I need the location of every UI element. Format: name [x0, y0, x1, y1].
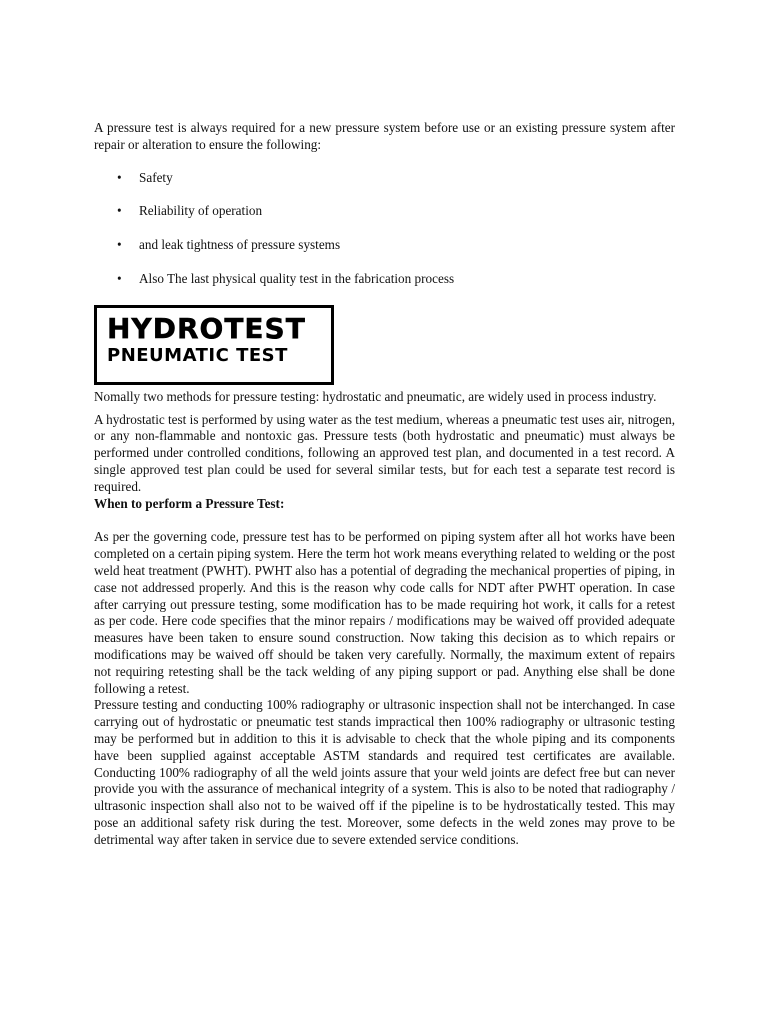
- banner-title: HYDROTEST: [107, 311, 306, 345]
- list-item-text: Safety: [139, 169, 173, 185]
- list-item: [94, 170, 675, 187]
- section-heading: When to perform a Pressure Test:: [94, 495, 285, 511]
- intro-paragraph: A pressure test is always required for a new pressure system before use or an existing pressure system after repair or alteration to ensure the following:: [94, 120, 675, 152]
- bullet-icon: •: [117, 169, 122, 185]
- methods-paragraph: Nomally two methods for pressure testing: hydrostatic and pneumatic, are widely used in process industry.: [94, 388, 657, 404]
- list-item: [94, 203, 675, 220]
- hydrotest-banner: [94, 305, 334, 385]
- list-item-text: and leak tightness of pressure systems: [139, 237, 341, 253]
- governing-code-paragraph: As per the governing code, pressure test has to be performed on piping system after all hot works have been completed on a certain piping system. Here the term hot work means everything related to welding or the post weld heat treatment (PWHT). PWHT also has a potential of degrading the mechanical properties of piping, in case not addressed properly. And this is the reason why code calls for NDT after PWHT operation. In case after carrying out pressure testing, some modification has to be made requiring hot work, it calls for a retest as per code. Here code specifies that the minor repairs / modifications may be waived off provided adequate measures have been taken to ensure sound construction. Now taking this decision as to which repairs or modifications may be waived off should be taken very carefully. Normally, the maximum extent of repairs not requiring retesting shall be the tack welding of any piping support or pad. Anything else shall be done following a retest.: [94, 529, 675, 696]
- bullet-icon: •: [117, 237, 122, 253]
- document-page: [94, 120, 675, 849]
- requirements-list: [94, 170, 675, 288]
- banner-subtitle: PNEUMATIC TEST: [107, 344, 288, 366]
- radiography-paragraph: Pressure testing and conducting 100% radiography or ultrasonic inspection shall not be interchanged. In case carrying out of hydrostatic or pneumatic test stands impractical then 100% radiography or ultrasonic testing may be performed but in addition to this it is advisable to check that the whole piping and its components have been supplied against acceptable ASTM standards and required test certificates are available. Conducting 100% radiography of all the weld joints assure that your weld joints are defect free but can never provide you with the assurance of mechanical integrity of a system. This is also to be noted that radiography / ultrasonic inspection shall also not to be waived off if the pipeline is to be hydrostatically tested. This may pose an additional safety risk during the test. Moreover, some defects in the weld zones may prove to be detrimental way after taken in service due to severe extended service conditions.: [94, 697, 675, 847]
- bullet-icon: •: [117, 203, 122, 219]
- hydrostatic-paragraph: A hydrostatic test is performed by using water as the test medium, whereas a pneumatic test uses air, nitrogen, or any non-flammable and nontoxic gas. Pressure tests (both hydrostatic and pneumatic) must always be performed under controlled conditions, following an approved test plan, and documented in a test record. A single approved test plan could be used for several similar tests, but for each test a separate test record is required.: [94, 411, 675, 494]
- list-item-text: Reliability of operation: [139, 203, 263, 219]
- list-item: [94, 271, 675, 288]
- bullet-icon: •: [117, 270, 122, 286]
- list-item-text: Also The last physical quality test in the fabrication process: [139, 270, 455, 286]
- list-item: [94, 237, 675, 254]
